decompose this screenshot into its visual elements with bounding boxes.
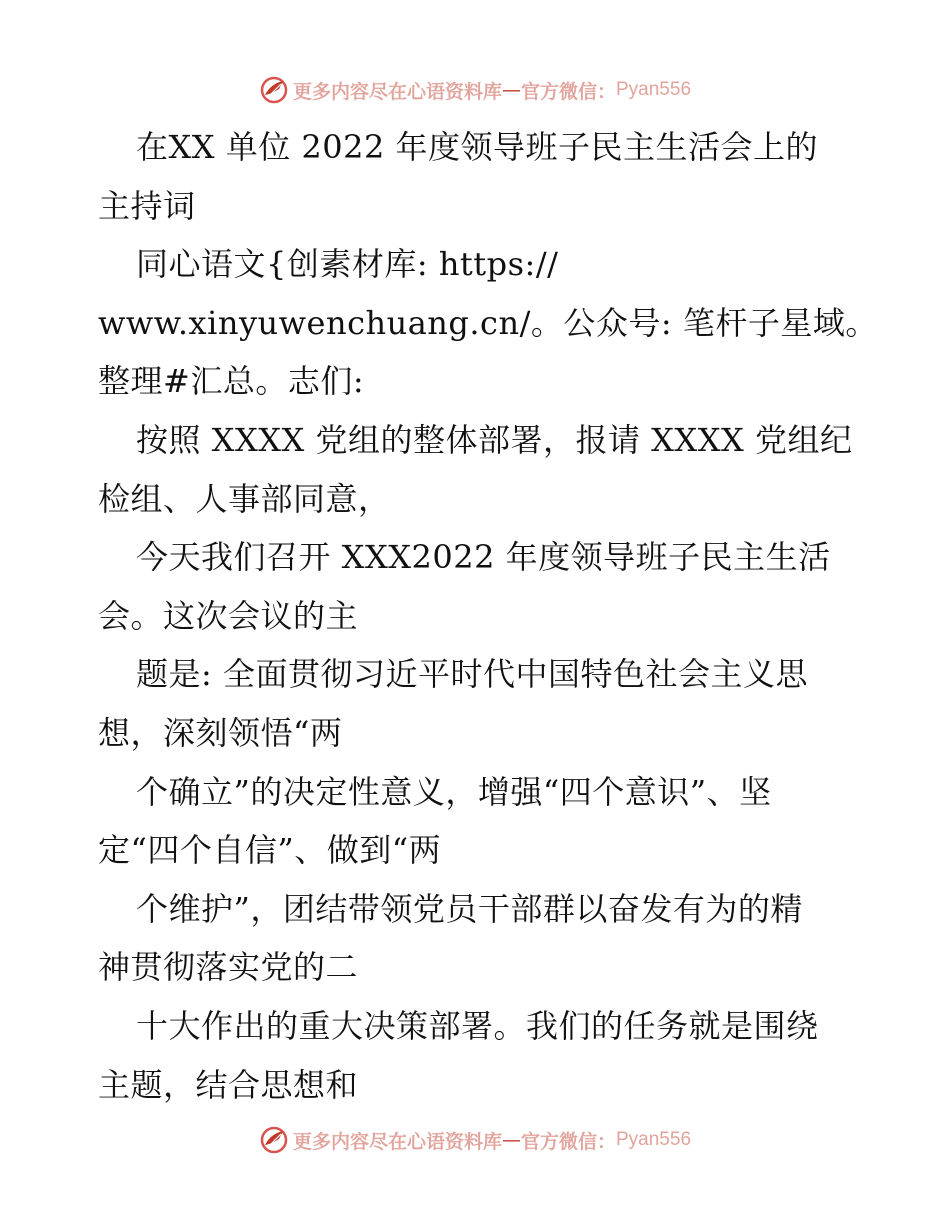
watermark-wechat-label: 官方微信： (520, 80, 616, 103)
paragraph-line: 个维护”，团结带领党员干部群以奋发有为的精 (136, 889, 803, 928)
paragraph-line: www.xinyuwenchuang.cn/。公众号: 笔杆子星域。 (98, 303, 878, 342)
paragraph-line: 神贯彻落实党的二 (98, 948, 359, 987)
paragraph-line: 今天我们召开 XXX2022 年度领导班子民主生活 (136, 538, 831, 577)
watermark-site-text: 更多内容尽在心语资料库 (292, 80, 502, 103)
pen-seal-logo-icon (259, 75, 289, 105)
watermark-wechat-id: Pyan556 (616, 1129, 692, 1150)
paragraph-line: 题是: 全面贯彻习近平时代中国特色社会主义思 (136, 655, 808, 694)
watermark-wechat-id: Pyan556 (616, 79, 692, 100)
paragraph-line: 会。这次会议的主 (98, 596, 359, 635)
title-line-2: 主持词 (98, 186, 196, 225)
watermark-dash: — (501, 1129, 521, 1151)
pen-seal-logo-icon (259, 1125, 289, 1155)
header-watermark (0, 70, 950, 110)
paragraph-line: 主题，结合思想和 (98, 1065, 359, 1104)
paragraph-line: 定“四个自信”、做到“两 (98, 831, 442, 870)
footer-watermark (0, 1120, 950, 1160)
paragraph-line: 按照 XXXX 党组的整体部署，报请 XXXX 党组纪 (136, 420, 853, 459)
paragraph-line: 同心语文{创素材库: https:// (136, 245, 559, 284)
paragraph-line: 十大作出的重大决策部署。我们的任务就是围绕 (136, 1006, 819, 1045)
document-body (98, 118, 878, 1114)
watermark-wechat-label: 官方微信： (520, 1130, 616, 1153)
paragraph-line: 想，深刻领悟“两 (98, 713, 343, 752)
title-line-1: 在XX 单位 2022 年度领导班子民主生活会上的 (136, 128, 819, 166)
paragraph-line: 个确立”的决定性意义，增强“四个意识”、坚 (136, 772, 772, 811)
watermark-dash: — (501, 79, 521, 101)
paragraph-line: 检组、人事部同意， (98, 479, 391, 518)
paragraph-line: 整理#汇总。志们: (98, 362, 365, 401)
watermark-site-text: 更多内容尽在心语资料库 (292, 1130, 502, 1153)
